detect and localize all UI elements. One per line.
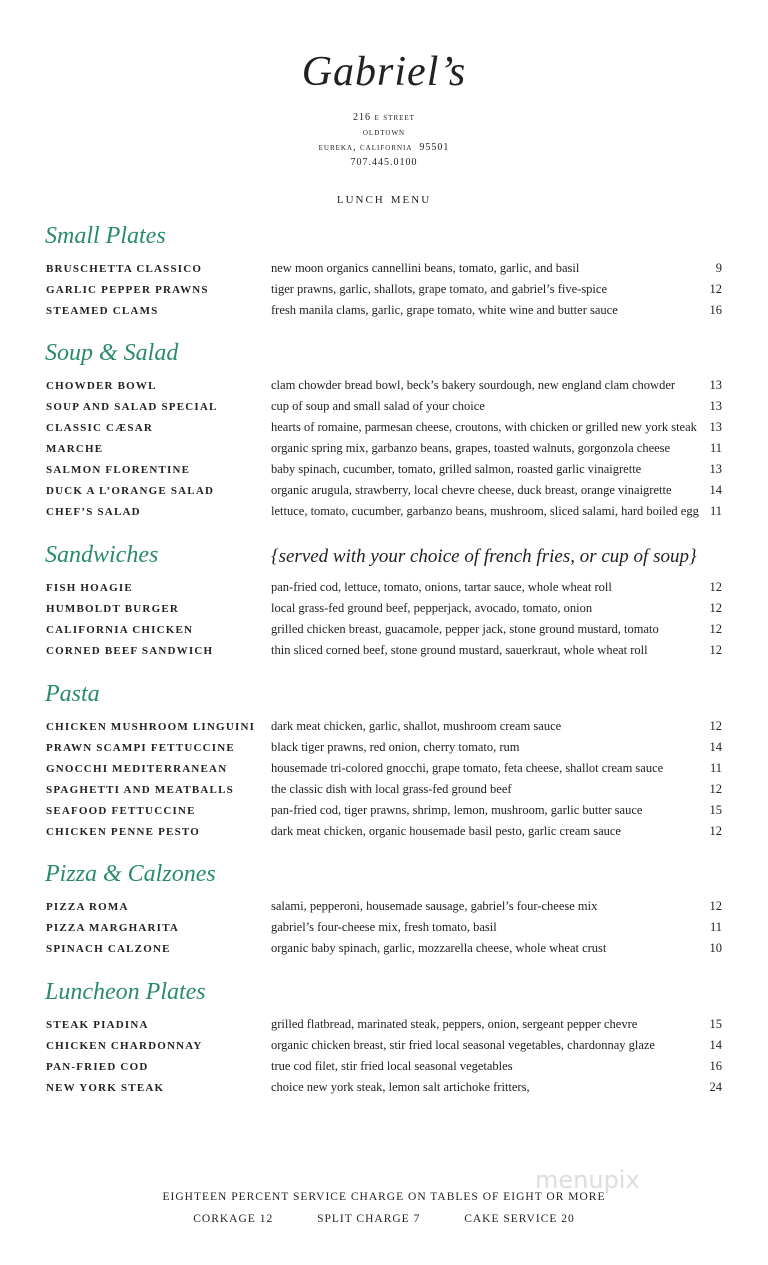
menu-item — [0, 263, 768, 284]
item-description: housemade tri-colored gnocchi, grape tomato, feta cheese, shallot cream sauce — [271, 761, 664, 775]
item-price: 12 — [709, 899, 722, 913]
item-description: clam chowder bread bowl, beck’s bakery sourdough, new england clam chowder — [271, 378, 676, 392]
split-charge-fee: SPLIT CHARGE 7 — [317, 1213, 421, 1225]
menu-item — [0, 1040, 768, 1061]
item-description: baby spinach, cucumber, tomato, grilled salmon, roasted garlic vinaigrette — [271, 462, 642, 476]
address-street: 216 e street — [353, 112, 415, 123]
item-description: organic arugula, strawberry, local chevre cheese, duck breast, orange vinaigrette — [271, 483, 672, 497]
section-note: {served with your choice of french fries, or cup of soup} — [271, 546, 697, 567]
item-description: black tiger prawns, red onion, cherry tomato, rum — [271, 740, 520, 754]
item-name: STEAK PIADINA — [46, 1019, 149, 1031]
menu-item — [0, 485, 768, 506]
menu-item — [0, 1019, 768, 1040]
item-price: 10 — [709, 941, 722, 955]
address-district: oldtown — [362, 127, 406, 138]
restaurant-address — [0, 110, 768, 170]
menu-item — [0, 603, 768, 624]
item-description: organic baby spinach, garlic, mozzarella cheese, whole wheat crust — [271, 941, 607, 955]
item-description: cup of soup and small salad of your choice — [271, 399, 485, 413]
item-description: grilled chicken breast, guacamole, pepper jack, stone ground mustard, tomato — [271, 622, 659, 636]
item-price: 12 — [709, 824, 722, 838]
item-name: CHICKEN MUSHROOM LINGUINI — [46, 721, 256, 733]
menu-item — [0, 624, 768, 645]
item-name: NEW YORK STEAK — [46, 1082, 165, 1094]
item-price: 13 — [709, 378, 722, 392]
item-name: PIZZA MARGHARITA — [46, 922, 179, 934]
item-name: MARCHE — [46, 443, 104, 455]
item-name: GARLIC PEPPER PRAWNS — [46, 284, 209, 296]
item-name: PIZZA ROMA — [46, 901, 129, 913]
menu-item — [0, 422, 768, 443]
menu-item — [0, 763, 768, 784]
item-name: SALMON FLORENTINE — [46, 464, 191, 476]
item-name: CHEF’S SALAD — [46, 506, 141, 518]
item-price: 14 — [709, 483, 722, 497]
menu-item — [0, 305, 768, 326]
item-name: STEAMED CLAMS — [46, 305, 159, 317]
cake-service-fee: CAKE SERVICE 20 — [464, 1213, 575, 1225]
item-price: 12 — [709, 601, 722, 615]
menu-item — [0, 506, 768, 527]
item-price: 12 — [709, 622, 722, 636]
menu-item — [0, 464, 768, 485]
item-price: 12 — [709, 643, 722, 657]
section-heading: Sandwiches — [45, 542, 159, 568]
item-name: CLASSIC CÆSAR — [46, 422, 153, 434]
item-name: DUCK A L’ORANGE SALAD — [46, 485, 215, 497]
item-price: 14 — [709, 740, 722, 754]
section-heading: Soup & Salad — [45, 340, 179, 366]
watermark: menupix — [535, 1166, 640, 1194]
item-description: salami, pepperoni, housemade sausage, gabriel’s four-cheese mix — [271, 899, 598, 913]
item-price: 13 — [709, 462, 722, 476]
item-name: BRUSCHETTA CLASSICO — [46, 263, 203, 275]
item-description: lettuce, tomato, cucumber, garbanzo beans, mushroom, sliced salami, hard boiled egg — [271, 504, 699, 518]
item-description: grilled flatbread, marinated steak, peppers, onion, sergeant pepper chevre — [271, 1017, 638, 1031]
item-price: 9 — [715, 261, 722, 275]
item-description: true cod filet, stir fried local seasonal vegetables — [271, 1059, 513, 1073]
item-name: CHICKEN CHARDONNAY — [46, 1040, 203, 1052]
item-description: gabriel’s four-cheese mix, fresh tomato, basil — [271, 920, 497, 934]
item-price: 24 — [709, 1080, 722, 1094]
item-price: 13 — [709, 399, 722, 413]
item-name: SPAGHETTI AND MEATBALLS — [46, 784, 234, 796]
item-price: 11 — [709, 504, 722, 518]
menu-item — [0, 742, 768, 763]
item-price: 11 — [709, 761, 722, 775]
menu-item — [0, 784, 768, 805]
menu-item — [0, 284, 768, 305]
item-description: organic chicken breast, stir fried local seasonal vegetables, chardonnay glaze — [271, 1038, 655, 1052]
item-description: hearts of romaine, parmesan cheese, croutons, with chicken or grilled new york steak — [271, 420, 697, 434]
menu-item — [0, 922, 768, 943]
item-description: dark meat chicken, organic housemade basil pesto, garlic cream sauce — [271, 824, 621, 838]
item-description: new moon organics cannellini beans, tomato, garlic, and basil — [271, 261, 580, 275]
menu-item — [0, 401, 768, 422]
item-price: 15 — [709, 803, 722, 817]
menu-item — [0, 826, 768, 847]
item-name: CORNED BEEF SANDWICH — [46, 645, 214, 657]
menu-item — [0, 1082, 768, 1103]
item-description: dark meat chicken, garlic, shallot, mushroom cream sauce — [271, 719, 562, 733]
item-description: tiger prawns, garlic, shallots, grape tomato, and gabriel’s five-spice — [271, 282, 608, 296]
item-price: 14 — [709, 1038, 722, 1052]
item-description: thin sliced corned beef, stone ground mustard, sauerkraut, whole wheat roll — [271, 643, 648, 657]
item-price: 11 — [709, 441, 722, 455]
menu-title: lunch menu — [336, 190, 432, 207]
item-price: 16 — [709, 1059, 722, 1073]
item-price: 12 — [709, 782, 722, 796]
item-name: FISH HOAGIE — [46, 582, 133, 594]
item-price: 11 — [709, 920, 722, 934]
section-heading: Pizza & Calzones — [45, 861, 216, 887]
menu-item — [0, 943, 768, 964]
item-name: CHICKEN PENNE PESTO — [46, 826, 201, 838]
item-price: 12 — [709, 719, 722, 733]
item-name: GNOCCHI MEDITERRANEAN — [46, 763, 228, 775]
corkage-fee: CORKAGE 12 — [193, 1213, 274, 1225]
item-description: choice new york steak, lemon salt artichoke fritters, — [271, 1080, 530, 1094]
item-price: 12 — [709, 580, 722, 594]
item-description: pan-fried cod, lettuce, tomato, onions, tartar sauce, whole wheat roll — [271, 580, 612, 594]
item-price: 16 — [709, 303, 722, 317]
menu-footer — [0, 1186, 768, 1230]
item-name: CALIFORNIA CHICKEN — [46, 624, 194, 636]
service-charge-note: EIGHTEEN PERCENT SERVICE CHARGE ON TABLES OF EIGHT OR MORE — [162, 1191, 606, 1203]
menu-item — [0, 1061, 768, 1082]
address-city: eureka, california 95501 — [318, 142, 450, 153]
item-description: fresh manila clams, garlic, grape tomato, white wine and butter sauce — [271, 303, 618, 317]
item-price: 13 — [709, 420, 722, 434]
menu-item — [0, 721, 768, 742]
item-name: PRAWN SCAMPI FETTUCCINE — [46, 742, 235, 754]
item-description: pan-fried cod, tiger prawns, shrimp, lemon, mushroom, garlic butter sauce — [271, 803, 643, 817]
menu-item — [0, 380, 768, 401]
item-description: organic spring mix, garbanzo beans, grapes, toasted walnuts, gorgonzola cheese — [271, 441, 671, 455]
item-name: PAN-FRIED COD — [46, 1061, 149, 1073]
item-price: 12 — [709, 282, 722, 296]
section-heading: Small Plates — [45, 223, 166, 249]
item-name: SPINACH CALZONE — [46, 943, 171, 955]
menu-item — [0, 443, 768, 464]
restaurant-name: Gabriel’s — [301, 49, 467, 95]
menu-item — [0, 645, 768, 666]
item-description: the classic dish with local grass-fed ground beef — [271, 782, 512, 796]
item-description: local grass-fed ground beef, pepperjack, avocado, tomato, onion — [271, 601, 593, 615]
item-name: CHOWDER BOWL — [46, 380, 157, 392]
item-name: SOUP AND SALAD SPECIAL — [46, 401, 218, 413]
item-name: SEAFOOD FETTUCCINE — [46, 805, 196, 817]
item-name: HUMBOLDT BURGER — [46, 603, 180, 615]
menu-item — [0, 901, 768, 922]
menu-item — [0, 805, 768, 826]
section-heading: Luncheon Plates — [45, 979, 206, 1005]
address-phone: 707.445.0100 — [350, 157, 418, 168]
menu-item — [0, 582, 768, 603]
item-price: 15 — [709, 1017, 722, 1031]
section-heading: Pasta — [45, 681, 100, 707]
